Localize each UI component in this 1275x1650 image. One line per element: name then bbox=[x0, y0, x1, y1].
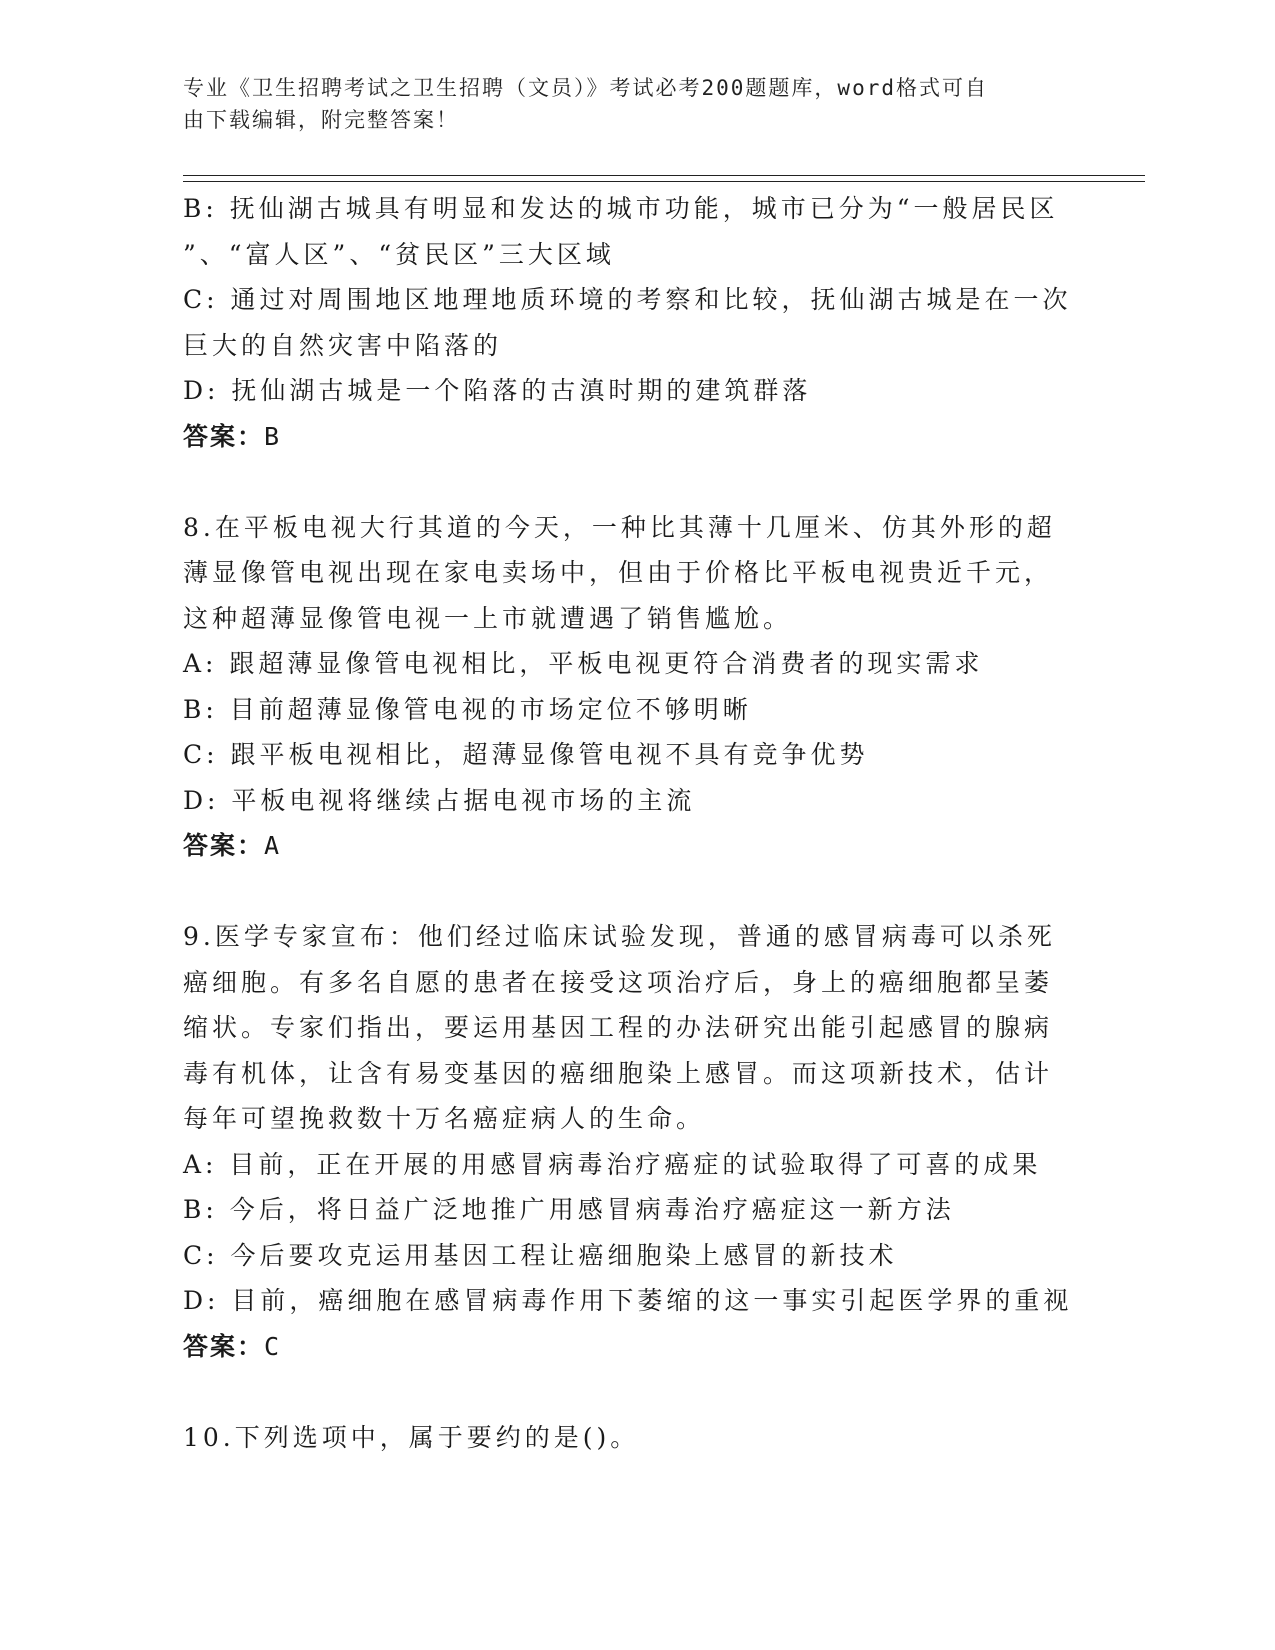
q8-option-c: C: 跟平板电视相比，超薄显像管电视不具有竞争优势 bbox=[183, 740, 869, 769]
q8-answer-label: 答案： bbox=[183, 831, 265, 860]
q9-stem-line-2: 癌细胞。有多名自愿的患者在接受这项治疗后，身上的癌细胞都呈萎 bbox=[183, 967, 1054, 997]
question-8 bbox=[183, 505, 1083, 869]
q8-answer bbox=[183, 823, 1083, 869]
q9-answer-label: 答案： bbox=[183, 1331, 265, 1361]
header-rule-top bbox=[183, 175, 1145, 176]
question-7 bbox=[183, 186, 1083, 459]
q8-option-b: B: 目前超薄显像管电视的市场定位不够明晰 bbox=[183, 694, 752, 724]
q9-option-d: D: 目前，癌细胞在感冒病毒作用下萎缩的这一事实引起医学界的重视 bbox=[183, 1286, 1073, 1315]
q9-stem-line-3: 缩状。专家们指出，要运用基因工程的办法研究出能引起感冒的腺病 bbox=[183, 1013, 1054, 1042]
q7-option-b-line-1: B: 抚仙湖古城具有明显和发达的城市功能，城市已分为“一般居民区 bbox=[183, 194, 1059, 223]
document-header bbox=[183, 72, 1063, 136]
question-10 bbox=[183, 1415, 1083, 1461]
question-9 bbox=[183, 914, 1083, 1369]
q7-answer-value: B bbox=[264, 421, 282, 451]
q8-answer-value: A bbox=[264, 831, 282, 860]
q10-stem-line-1: 10.下列选项中，属于要约的是()。 bbox=[183, 1422, 640, 1452]
q9-option-a: A: 目前，正在开展的用感冒病毒治疗癌症的试验取得了可喜的成果 bbox=[183, 1149, 1042, 1179]
q8-option-a: A: 跟超薄显像管电视相比，平板电视更符合消费者的现实需求 bbox=[183, 649, 984, 678]
q9-option-c: C: 今后要攻克运用基因工程让癌细胞染上感冒的新技术 bbox=[183, 1240, 898, 1270]
header-line-1: 专业《卫生招聘考试之卫生招聘（文员）》考试必考200题题库，word格式可自 bbox=[183, 76, 988, 100]
q7-answer-label: 答案： bbox=[183, 421, 265, 451]
q8-stem-line-3: 这种超薄显像管电视一上市就遭遇了销售尴尬。 bbox=[183, 603, 793, 633]
q8-option-d: D: 平板电视将继续占据电视市场的主流 bbox=[183, 785, 696, 815]
q9-option-b: B: 今后，将日益广泛地推广用感冒病毒治疗癌症这一新方法 bbox=[183, 1195, 955, 1224]
q9-stem-line-5: 每年可望挽救数十万名癌症病人的生命。 bbox=[183, 1104, 706, 1133]
q9-stem-line-4: 毒有机体，让含有易变基因的癌细胞染上感冒。而这项新技术，估计 bbox=[183, 1058, 1054, 1088]
spacer bbox=[183, 459, 1083, 505]
spacer bbox=[183, 869, 1083, 915]
header-line-2: 由下载编辑，附完整答案！ bbox=[183, 108, 459, 132]
document-body bbox=[183, 186, 1083, 1460]
header-rule-bottom bbox=[183, 181, 1145, 182]
q9-stem-line-1: 9.医学专家宣布：他们经过临床试验发现，普通的感冒病毒可以杀死 bbox=[183, 922, 1056, 951]
q7-option-c-line-2: 巨大的自然灾害中陷落的 bbox=[183, 330, 503, 360]
q7-option-c-line-1: C: 通过对周围地区地理地质环境的考察和比较，抚仙湖古城是在一次 bbox=[183, 285, 1072, 314]
q7-answer bbox=[183, 414, 1083, 460]
q8-stem-line-1: 8.在平板电视大行其道的今天，一种比其薄十几厘米、仿其外形的超 bbox=[183, 512, 1056, 542]
q9-answer bbox=[183, 1324, 1083, 1370]
q7-option-d: D: 抚仙湖古城是一个陷落的古滇时期的建筑群落 bbox=[183, 376, 812, 405]
q8-stem-line-2: 薄显像管电视出现在家电卖场中，但由于价格比平板电视贵近千元， bbox=[183, 558, 1054, 587]
q7-option-b-line-2: ”、“富人区”、“贫民区”三大区域 bbox=[183, 239, 615, 269]
spacer bbox=[183, 1369, 1083, 1415]
q9-answer-value: C bbox=[264, 1331, 282, 1361]
